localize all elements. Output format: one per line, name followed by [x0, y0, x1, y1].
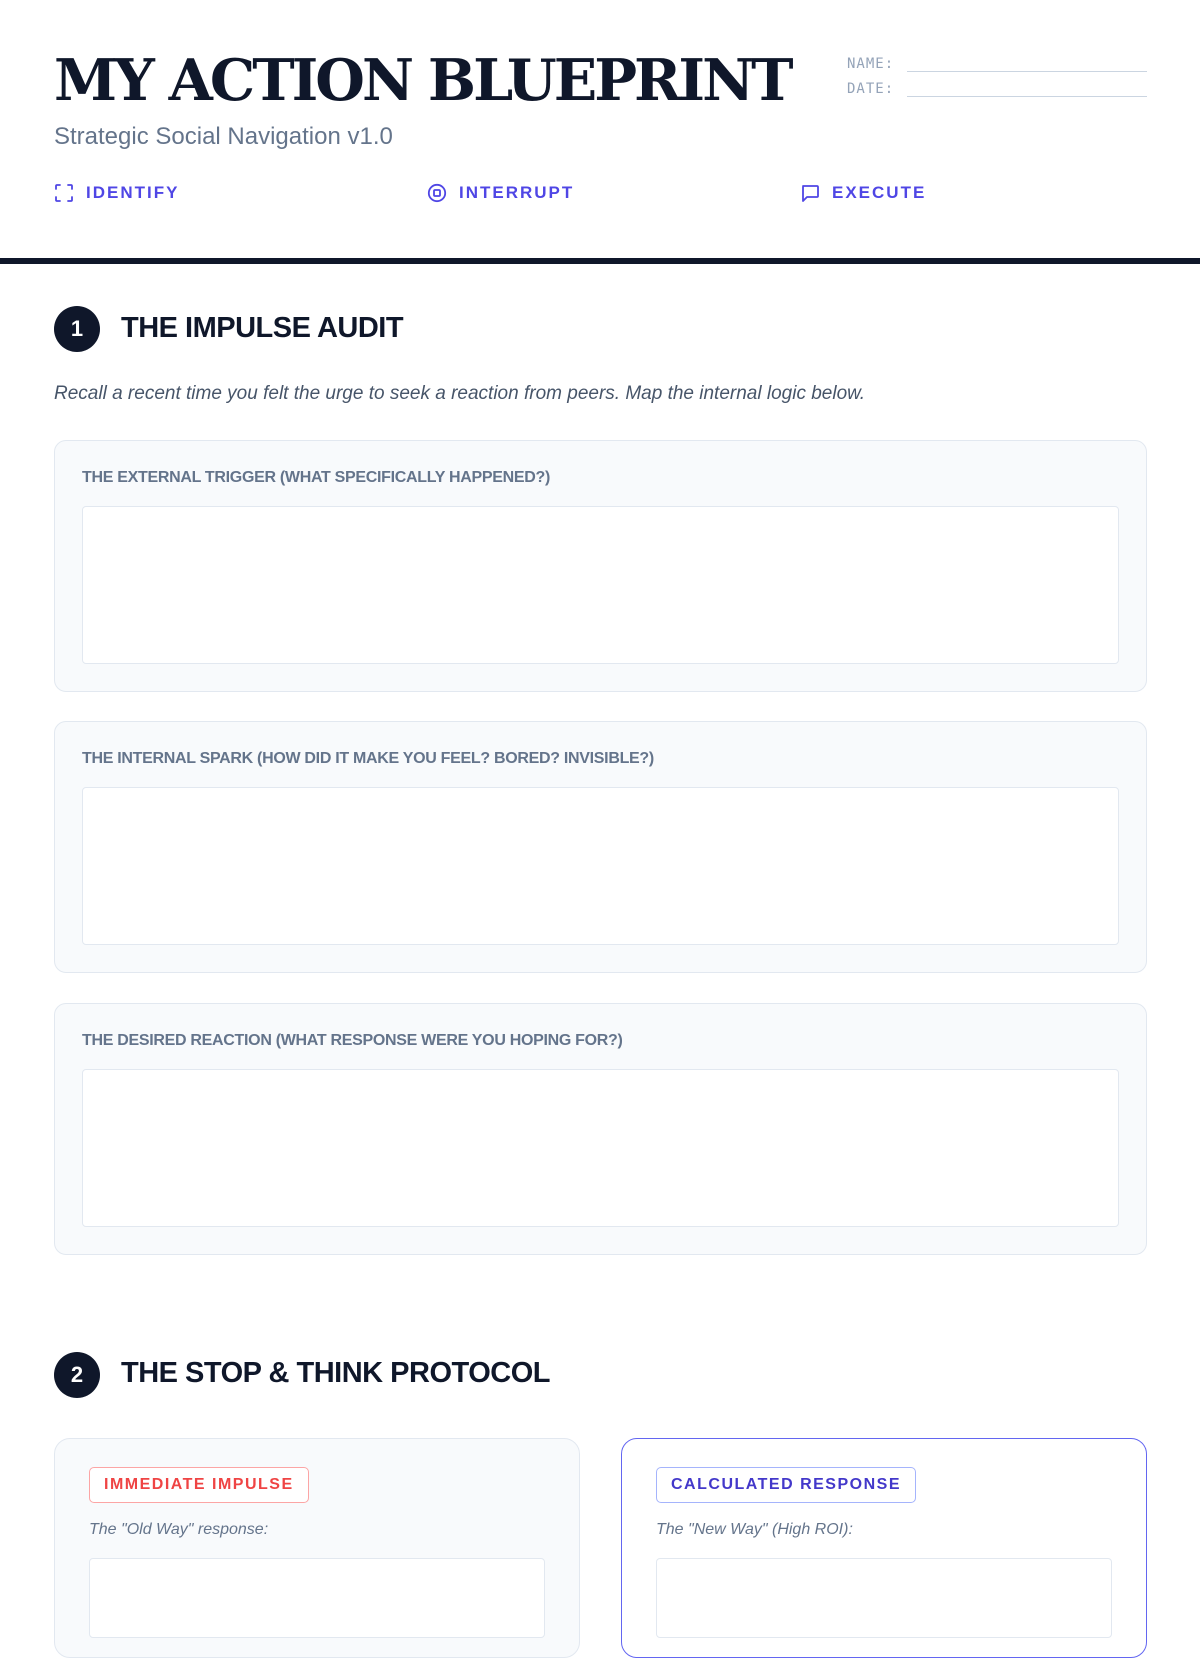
- impulse-tag: IMMEDIATE IMPULSE: [89, 1467, 309, 1503]
- reaction-card: [54, 1003, 1147, 1255]
- date-line[interactable]: [907, 96, 1147, 97]
- header-divider: [0, 258, 1200, 264]
- reaction-label: THE DESIRED REACTION (WHAT RESPONSE WERE YOU HOPING FOR?): [82, 1032, 623, 1049]
- impulse-column: [54, 1438, 580, 1658]
- section-1-intro: Recall a recent time you felt the urge to seek a reaction from peers. Map the internal logic below.: [54, 383, 866, 404]
- response-column: [621, 1438, 1147, 1658]
- step-execute: [800, 181, 926, 205]
- name-field[interactable]: [847, 56, 1147, 80]
- trigger-card: [54, 440, 1147, 692]
- response-input[interactable]: [656, 1558, 1112, 1638]
- page-subtitle: Strategic Social Navigation v1.0: [54, 123, 393, 150]
- response-hint: The "New Way" (High ROI):: [656, 1521, 853, 1538]
- spark-input[interactable]: [82, 787, 1119, 945]
- worksheet-header: [0, 0, 1200, 260]
- name-line[interactable]: [907, 71, 1147, 72]
- step-identify: [54, 181, 179, 205]
- page-title: MY ACTION BLUEPRINT: [54, 47, 791, 114]
- step-execute-label: EXECUTE: [832, 183, 927, 202]
- step-identify-label: IDENTIFY: [86, 183, 180, 202]
- impulse-hint: The "Old Way" response:: [89, 1521, 269, 1538]
- trigger-label: THE EXTERNAL TRIGGER (WHAT SPECIFICALLY HAPPENED?): [82, 469, 550, 486]
- step-interrupt: [427, 181, 574, 205]
- message-square-icon: [800, 183, 820, 203]
- impulse-input[interactable]: [89, 1558, 545, 1638]
- reaction-input[interactable]: [82, 1069, 1119, 1227]
- step-interrupt-label: INTERRUPT: [459, 183, 575, 202]
- spark-label: THE INTERNAL SPARK (HOW DID IT MAKE YOU FEEL? BORED? INVISIBLE?): [82, 750, 654, 767]
- spark-card: [54, 721, 1147, 973]
- stop-circle-icon: [427, 183, 447, 203]
- date-field[interactable]: [847, 81, 1147, 105]
- response-tag: CALCULATED RESPONSE: [656, 1467, 916, 1503]
- trigger-input[interactable]: [82, 506, 1119, 664]
- section-2-title: THE STOP & THINK PROTOCOL: [121, 1357, 550, 1389]
- focus-frame-icon: [54, 183, 74, 203]
- section-2-number: 2: [54, 1352, 100, 1398]
- name-label: NAME:: [847, 56, 895, 72]
- section-1-number: 1: [54, 306, 100, 352]
- section-1-title: THE IMPULSE AUDIT: [121, 312, 404, 344]
- date-label: DATE:: [847, 81, 895, 97]
